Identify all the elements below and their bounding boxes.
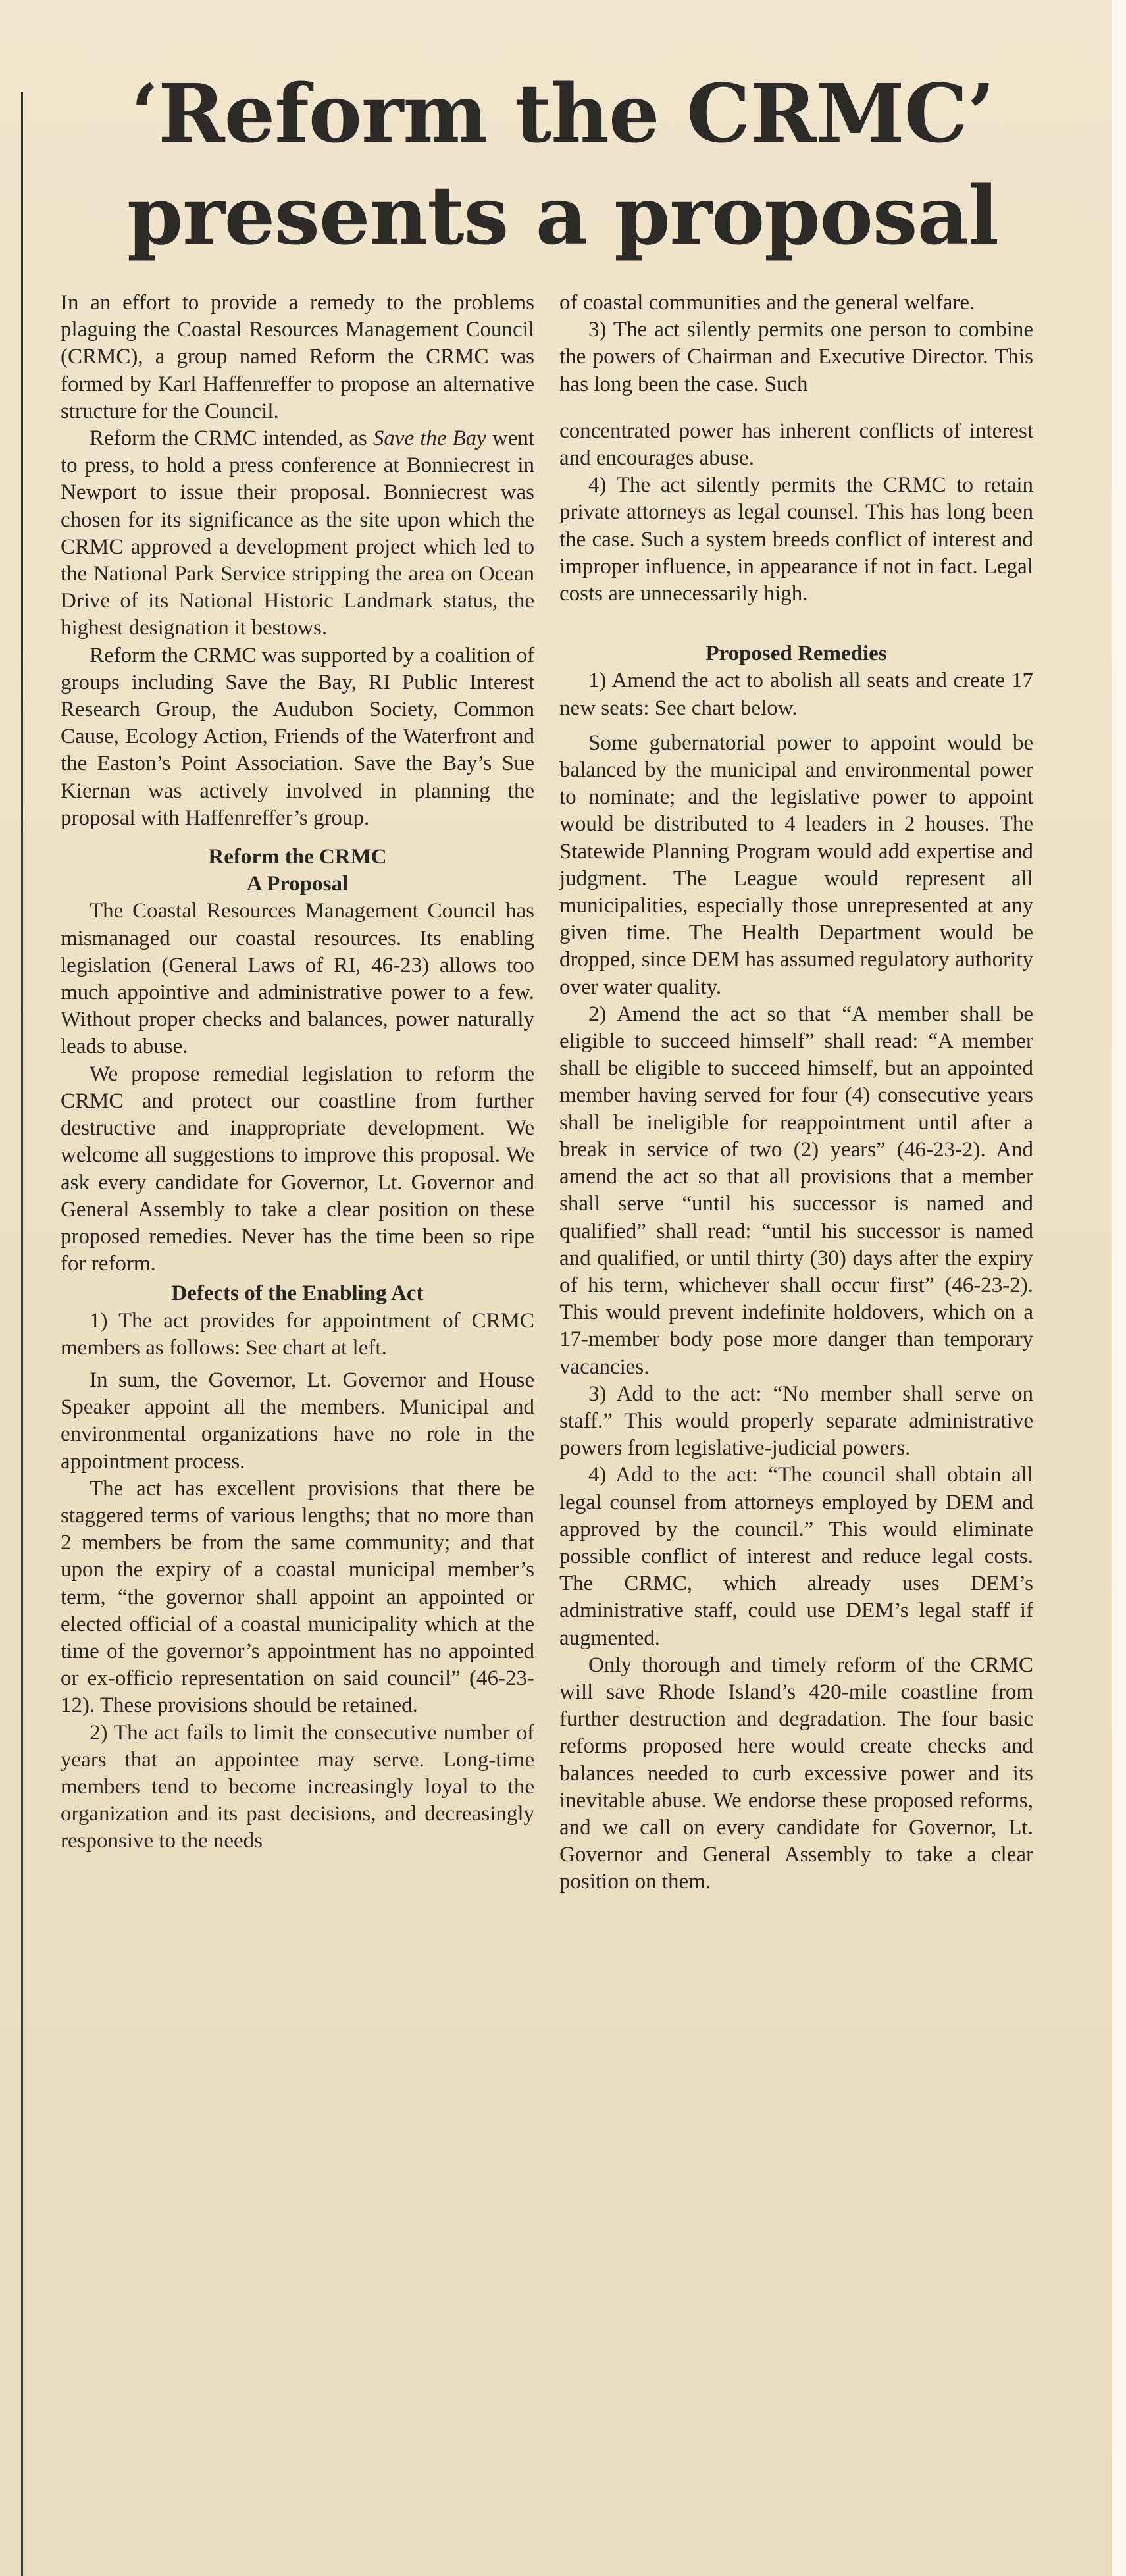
- headline-line-2: presents a proposal: [127, 168, 998, 263]
- defect-2-paragraph: 2) The act fails to limit the consecutive number of years that an appointee may serve. Long-time members tend to become increasingly loyal to the organization and its past decisions, and decreasingly responsive to the needs: [61, 1720, 534, 1853]
- defect-3-paragraph: 3) The act silently permits one person to combine the powers of Chairman and Executive Director. This has long been the case. Such: [559, 318, 1033, 396]
- section-subheading: A Proposal: [246, 872, 349, 896]
- remedial-paragraph: We propose remedial legislation to reform the CRMC and protect our coastline from further destructive and inappropriate development. We welcome all suggestions to improve this proposal. We ask every candidate for Governor, Lt. Governor and General Assembly to take a clear position on these proposed remedies. Never has the time been so ripe for reform.: [61, 1062, 534, 1276]
- press-conference-paragraph: Reform the CRMC intended, as Save the Bay went to press, to hold a press conference at Bonniecrest in Newport to issue their proposal. Bonniecrest was chosen for its significance as the site upon which the CRMC approved a development project which led to the National Park Service stripping the area on Ocean Drive of its National Historic Landmark status, the highest designation it bestows.: [61, 426, 535, 640]
- chart-gap: [559, 398, 1033, 418]
- page-edge: [1112, 0, 1126, 2576]
- right-column: [559, 290, 1033, 1896]
- headline-line-1: ‘Reform the CRMC’: [130, 66, 995, 161]
- summary-paragraph: In sum, the Governor, Lt. Governor and House Speaker appoint all the members. Municipal and environmental organizations have no role in the appointment process.: [61, 1368, 534, 1474]
- intro-paragraph: In an effort to provide a remedy to the problems plaguing the Coastal Resources Management Council (CRMC), a group named Reform the CRMC was formed by Karl Haffenreffer to propose an alternative structure for the Council.: [61, 291, 534, 423]
- coalition-paragraph: Reform the CRMC was supported by a coalition of groups including Save the Bay, RI Public Interest Research Group, the Audubon Society, Common Cause, Ecology Action, Friends of the Waterfront and the Easton’s Point Association. Save the Bay’s Sue Kiernan was actively involved in planning the proposal with Haffenreffer’s group.: [61, 643, 534, 830]
- defect-1-paragraph: 1) The act provides for appointment of CRMC members as follows: See chart at left.: [61, 1308, 534, 1360]
- gubernatorial-paragraph: Some gubernatorial power to appoint would be balanced by the municipal and environmental power to nominate; and the legislative power to appoint would be distributed to 4 leaders in 2 houses. The Statewide Planning Program would add expertise and judgment. The League would represent all municipalities, especially those unrepresented at any given time. The Health Department would be dropped, since DEM has assumed regulatory authority over water quality.: [559, 731, 1033, 999]
- remedy-1-paragraph: 1) Amend the act to abolish all seats and create 17 new seats: See chart below.: [559, 669, 1033, 720]
- headline: [39, 63, 1086, 267]
- defect-4-paragraph: 4) The act silently permits the CRMC to retain private attorneys as legal counsel. This has long been the case. Such a system breeds conflict of interest and improper influence, in appearance if not in fact. Legal costs are unnecessarily high.: [559, 473, 1033, 606]
- column-rule: [21, 92, 23, 2576]
- section-heading: Proposed Remedies: [705, 642, 887, 666]
- proposal-paragraph: The Coastal Resources Management Council has mismanaged our coastal resources. Its enabling legislation (General Laws of RI, 46-23) allows too much appointive and administrative power to a few. Without proper checks and balances, power naturally leads to abuse.: [61, 899, 534, 1059]
- defect-3-continued: concentrated power has inherent conflicts of interest and encourages abuse.: [559, 419, 1033, 471]
- left-column: [61, 290, 534, 1855]
- remedy-4-paragraph: 4) Add to the act: “The council shall obtain all legal counsel from attorneys employed by DEM and approved by the council.” This would eliminate possible conflict of interest and reduce legal costs. The CRMC, which already uses DEM’s administrative staff, could use DEM’s legal staff if augmented.: [559, 1463, 1033, 1650]
- section-heading: Defects of the Enabling Act: [171, 1281, 424, 1306]
- provisions-paragraph: The act has excellent provisions that there be staggered terms of various lengths; that no more than 2 members be from the same community; and that upon the expiry of a coastal municipal member’s term, “the governor shall appoint an appointed or elected official of a coastal municipality which at the time of the governor’s appointment has no appointed or ex-officio representation on said council” (46-23-12). These provisions should be retained.: [61, 1476, 534, 1718]
- conclusion-paragraph: Only thorough and timely reform of the CRMC will save Rhode Island’s 420-mile coastline from further destruction and degradation. The four basic reforms proposed here would create checks and balances needed to curb excessive power and its inevitable abuse. We endorse these proposed reforms, and we call on every candidate for Governor, Lt. Governor and General Assembly to take a clear position on them.: [559, 1653, 1033, 1894]
- remedy-3-paragraph: 3) Add to the act: “No member shall serve on staff.” This would properly separate administrative powers from legislative-judicial powers.: [559, 1381, 1033, 1460]
- remedy-2-paragraph: 2) Amend the act so that “A member shall be eligible to succeed himself” shall read: “A member shall be eligible to succeed himself, but an appointed member having served for four (4) consecutive years shall be ineligible for reappointment until after a break in service of two (2) years” (46-23-2). And amend the act so that all provisions that a member shall serve “until his successor is named and qualified” shall read: “until his successor is named and qualified, or until thirty (30) days after the expiry of his term, whichever shall occur first” (46-23-2). This would prevent indefinite holdovers, which on a 17-member body pose more danger than temporary vacancies.: [559, 1002, 1033, 1379]
- continued-paragraph: of coastal communities and the general welfare.: [559, 291, 975, 315]
- section-heading: Reform the CRMC: [208, 845, 387, 869]
- publication-name: Save the Bay: [372, 426, 486, 451]
